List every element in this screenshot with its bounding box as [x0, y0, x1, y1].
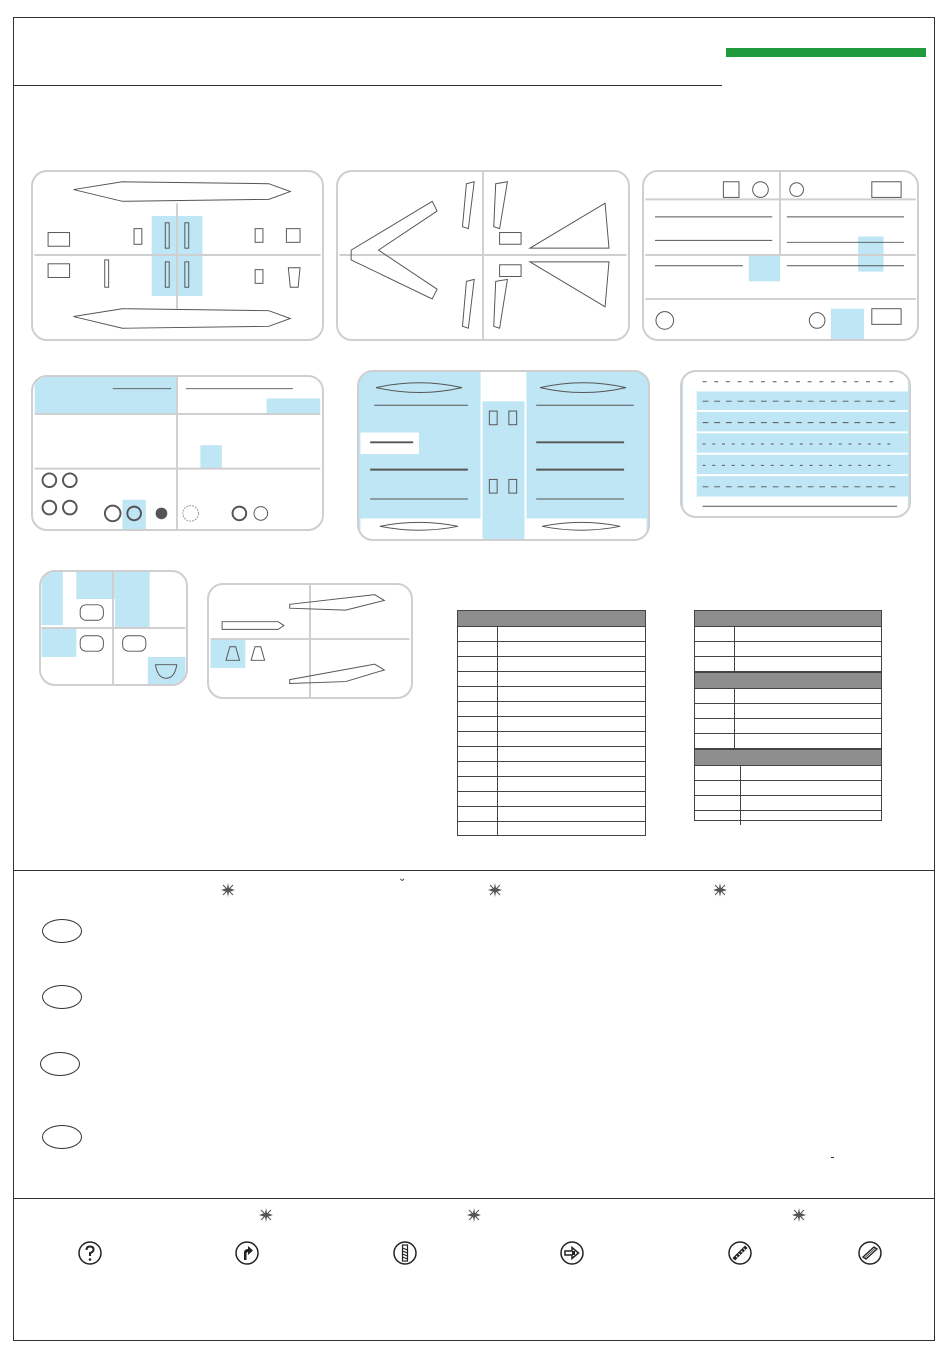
- step-badge: [40, 1052, 80, 1076]
- table-row: [695, 734, 881, 749]
- wing-sprue: [336, 170, 630, 341]
- table-row: [695, 811, 881, 825]
- step-badge: [42, 919, 82, 943]
- tail-sprue: [207, 583, 413, 699]
- star-icon: [467, 1208, 481, 1222]
- table-row: [458, 642, 645, 657]
- table-row: [458, 792, 645, 807]
- weapons-sprue: [357, 370, 650, 541]
- cockpit-detail-sprue: [642, 170, 919, 341]
- table-header: [695, 749, 881, 766]
- table-row: [695, 719, 881, 734]
- parts-table-left: [457, 610, 646, 836]
- arrow-right-icon: [560, 1241, 584, 1265]
- table-row: [695, 796, 881, 811]
- table-row: [458, 807, 645, 822]
- drill-icon: [393, 1241, 417, 1265]
- table-row: [458, 717, 645, 732]
- cockpit-detail-drawing: [644, 172, 917, 339]
- table-row: [695, 689, 881, 704]
- table-header: [695, 672, 881, 689]
- table-row: [458, 627, 645, 642]
- bend-arrow-icon: [235, 1241, 259, 1265]
- table-header: [458, 611, 645, 627]
- table-row: [695, 781, 881, 796]
- step-badge: [42, 1125, 82, 1149]
- landing-gear-drawing: [33, 377, 322, 529]
- weapons-drawing: [359, 372, 648, 539]
- table-row: [695, 627, 881, 642]
- landing-gear-sprue: [31, 375, 324, 531]
- star-icon: [259, 1208, 273, 1222]
- table-row: [458, 777, 645, 792]
- seat-drawing: [41, 572, 186, 684]
- ruler-icon: [728, 1241, 752, 1265]
- table-row: [458, 687, 645, 702]
- small-mark: [831, 1157, 834, 1158]
- table-header: [695, 611, 881, 627]
- question-icon: [78, 1241, 102, 1265]
- seat-sprue: [39, 570, 188, 686]
- table-row: [458, 822, 645, 836]
- table-row: [695, 657, 881, 672]
- fuselage-halves-drawing: [33, 172, 322, 339]
- wing-drawing: [338, 172, 628, 339]
- tail-drawing: [209, 585, 411, 697]
- fuselage-halves-sprue: [31, 170, 324, 341]
- star-icon: [488, 883, 502, 897]
- table-row: [458, 657, 645, 672]
- table-row: [458, 732, 645, 747]
- small-parts-sprue: [680, 370, 911, 518]
- star-icon: [713, 883, 727, 897]
- chevron-down-icon: ⌄: [398, 873, 407, 884]
- star-icon: [792, 1208, 806, 1222]
- blade-icon: [858, 1241, 882, 1265]
- table-row: [458, 762, 645, 777]
- table-row: [458, 672, 645, 687]
- table-row: [458, 702, 645, 717]
- header-green-bar: [726, 48, 926, 57]
- parts-table-right: [694, 610, 882, 821]
- section-divider-bottom: [14, 1198, 934, 1199]
- table-row: [458, 747, 645, 762]
- section-divider-top: [14, 870, 934, 871]
- table-row: [695, 766, 881, 781]
- header-rule: [14, 85, 722, 86]
- table-row: [695, 704, 881, 719]
- table-row: [695, 642, 881, 657]
- step-badge: [42, 985, 82, 1009]
- small-parts-drawing: [682, 372, 909, 516]
- star-icon: [221, 883, 235, 897]
